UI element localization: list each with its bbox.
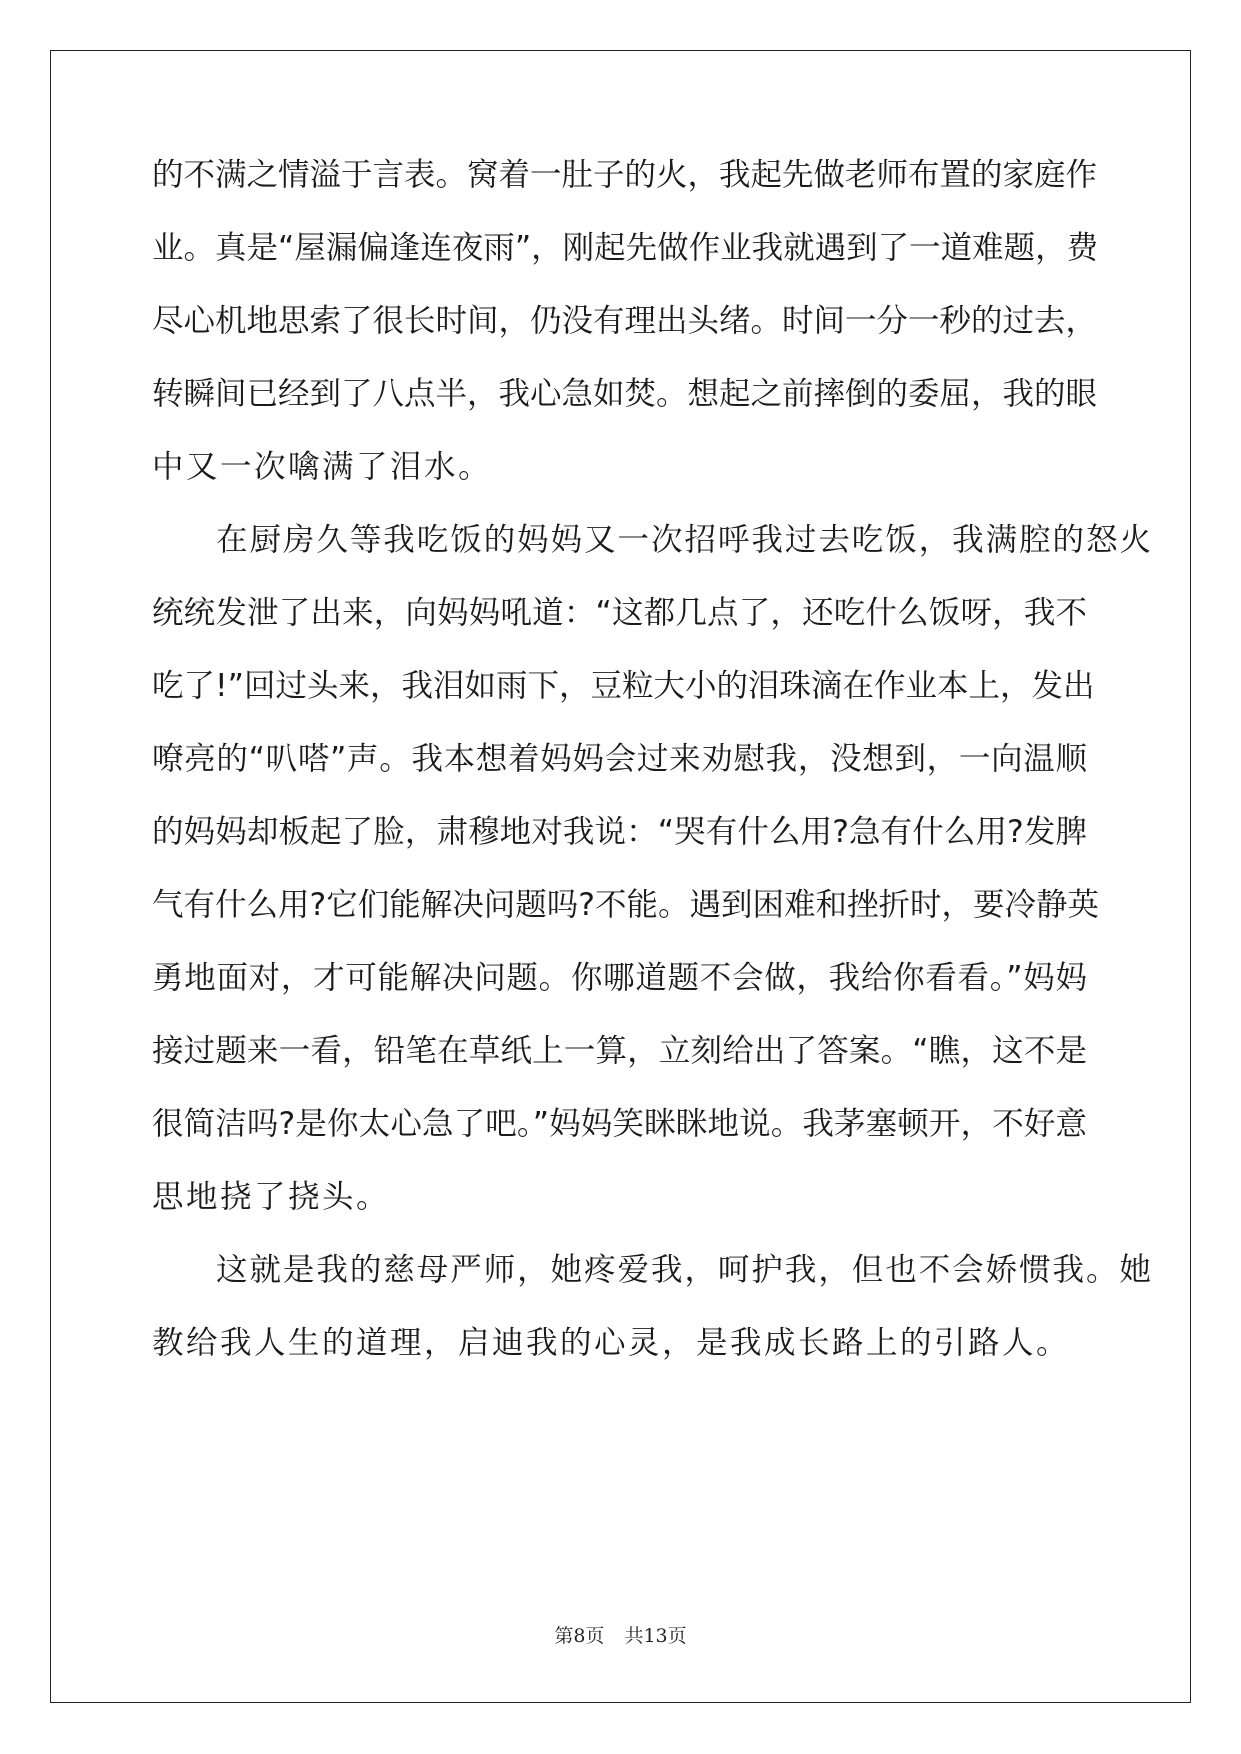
text-line: 接过题来一看，铅笔在草纸上一算，立刻给出了答案。“瞧，这不是 [152,1033,1087,1069]
text-line: 思地挠了挠头。 [152,1179,391,1215]
text-line: 在厨房久等我吃饭的妈妈又一次招呼我过去吃饭，我满腔的怒火 [216,522,1151,558]
text-line: 这就是我的慈母严师，她疼爱我，呵护我，但也不会娇惯我。她 [216,1252,1151,1288]
text-line: 嘹亮的“叭嗒”声。我本想着妈妈会过来劝慰我，没想到，一向温顺 [152,741,1087,777]
text-line: 气有什么用?它们能解决问题吗?不能。遇到困难和挫折时，要冷静英 [152,887,1099,923]
text-line: 中又一次噙满了泪水。 [152,449,493,485]
text-line: 教给我人生的道理，启迪我的心灵，是我成长路上的引路人。 [152,1325,1071,1361]
text-line: 转瞬间已经到了八点半，我心急如焚。想起之前摔倒的委屈，我的眼 [152,376,1098,412]
text-line: 统统发泄了出来，向妈妈吼道：“这都几点了，还吃什么饭呀，我不 [152,595,1087,631]
text-line: 很简洁吗?是你太心急了吧。”妈妈笑眯眯地说。我茅塞顿开，不好意 [152,1106,1087,1142]
text-line: 的不满之情溢于言表。窝着一肚子的火，我起先做老师布置的家庭作 [152,157,1098,193]
text-line: 尽心机地思索了很长时间，仍没有理出头绪。时间一分一秒的过去， [152,303,1098,339]
page-frame [50,50,1191,1703]
text-line: 勇地面对，才可能解决问题。你哪道题不会做，我给你看看。”妈妈 [152,960,1087,996]
text-line: 吃了!”回过头来，我泪如雨下，豆粒大小的泪珠滴在作业本上，发出 [152,668,1095,704]
text-line: 的妈妈却板起了脸，肃穆地对我说：“哭有什么用?急有什么用?发脾 [152,814,1087,850]
text-line: 业。真是“屋漏偏逢连夜雨”，刚起先做作业我就遇到了一道难题，费 [152,230,1099,266]
page-number-footer: 第8页 共13页 [554,1625,687,1647]
